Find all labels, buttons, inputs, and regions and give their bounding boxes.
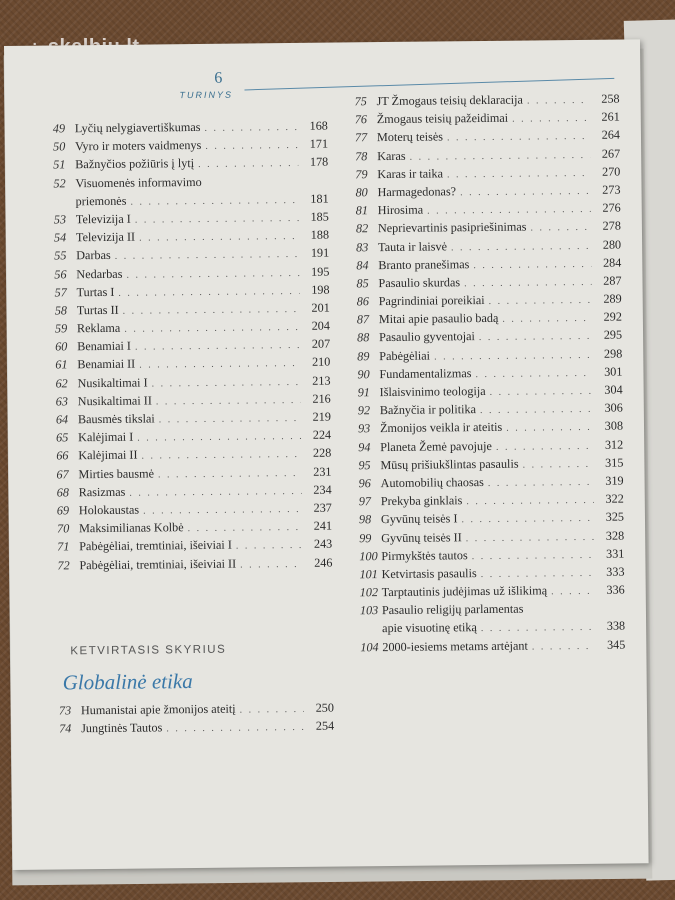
toc-entry-page: 178 <box>309 154 329 170</box>
toc-entry-number: 54 <box>53 230 67 245</box>
dot-leader <box>479 331 592 343</box>
toc-entry-number: 74 <box>59 721 72 736</box>
toc-entry-page: 185 <box>310 209 329 224</box>
header-rule <box>244 78 614 91</box>
toc-entry-page: 195 <box>311 264 330 279</box>
dot-leader <box>204 122 298 134</box>
toc-entry-title: Pirmykštės tautos <box>381 547 468 563</box>
dot-leader <box>466 531 595 543</box>
toc-entry-page: 224 <box>312 427 332 442</box>
contents-page <box>4 39 649 870</box>
toc-entry-number: 96 <box>358 476 371 491</box>
toc-entry-title: Bažnyčia ir politika <box>379 402 477 418</box>
toc-entry-title: Turtas II <box>76 302 119 318</box>
toc-entry[interactable] <box>59 719 334 740</box>
toc-entry-title: Reklama <box>76 320 121 336</box>
toc-entry-title: Branto pranešimas <box>378 256 470 272</box>
toc-entry-title: Harmagedonas? <box>377 184 457 200</box>
toc-entry-number: 92 <box>357 403 371 418</box>
dot-leader <box>240 558 302 570</box>
toc-entry-number: 85 <box>356 276 369 291</box>
toc-entry-page: 345 <box>606 637 626 652</box>
toc-entry-page: 228 <box>312 445 332 461</box>
toc-entry-page: 243 <box>313 536 333 552</box>
toc-entry-number: 97 <box>358 494 372 509</box>
toc-entry-number: 58 <box>54 303 68 318</box>
toc-entry-number: 100 <box>359 548 378 563</box>
toc-entry-title: Nusikaltimai II <box>77 393 152 409</box>
dot-leader <box>434 349 592 362</box>
toc-entry-title: 2000-iesiems metams artėjant <box>382 638 528 654</box>
running-header: TURINYS <box>179 89 234 101</box>
toc-entry-page: 301 <box>604 364 623 379</box>
toc-entry-title: Ketvirtasis pasaulis <box>381 565 477 581</box>
dot-leader <box>137 431 301 444</box>
toc-entry-title: Gyvūnų teisės II <box>381 529 462 545</box>
dot-leader <box>496 440 593 452</box>
toc-entry-title: Maksimilianas Kolbė <box>78 520 184 536</box>
toc-entry-page: 308 <box>604 418 624 434</box>
page-number: 6 <box>214 69 223 87</box>
dot-leader <box>123 304 300 317</box>
toc-entry-page: 171 <box>309 136 329 151</box>
dot-leader <box>130 195 298 208</box>
toc-entry-number: 60 <box>55 339 68 354</box>
toc-entry-page: 231 <box>313 464 332 479</box>
toc-entry-number: 82 <box>355 221 369 236</box>
toc-entry-page: 237 <box>313 500 332 515</box>
dot-leader <box>166 722 304 734</box>
toc-entry-number: 75 <box>354 94 367 109</box>
toc-entry-page: 322 <box>605 491 624 506</box>
toc-entry-title: Kalėjimai I <box>78 429 134 445</box>
dot-leader <box>480 404 593 416</box>
dot-leader <box>502 313 592 325</box>
dot-leader <box>236 540 302 552</box>
toc-entry-title: Rasizmas <box>78 484 126 500</box>
toc-entry-title: Mūsų prišiukšlintas pasaulis <box>380 456 519 472</box>
toc-entry-page: 254 <box>315 718 335 733</box>
dot-leader <box>115 249 300 262</box>
toc-entry-number: 86 <box>356 294 369 309</box>
toc-entry-title: Pabėgėliai <box>379 348 431 363</box>
toc-entry-title: Televizija II <box>75 229 136 245</box>
dot-leader <box>188 522 303 534</box>
dot-leader <box>141 449 301 462</box>
dot-leader <box>410 149 591 162</box>
toc-entry-number: 53 <box>53 212 67 227</box>
toc-entry-title: Planeta Žemė pavojuje <box>380 438 492 454</box>
toc-entry-title: Pasaulio gyventojai <box>379 329 475 345</box>
toc-entry-page: 289 <box>603 291 622 306</box>
toc-entry-number: 69 <box>56 503 70 518</box>
toc-entry-number: 50 <box>52 139 66 154</box>
toc-entry-title: Darbas <box>76 248 111 263</box>
toc-entry-page: 338 <box>606 618 626 634</box>
dot-leader <box>451 240 591 252</box>
toc-entry-number: 76 <box>354 112 368 127</box>
dot-leader <box>461 513 594 525</box>
dot-leader <box>427 204 591 217</box>
toc-entry-page: 333 <box>606 564 625 579</box>
toc-entry-title: Jungtinės Tautos <box>81 720 163 736</box>
toc-entry-number: 49 <box>52 121 66 136</box>
toc-entry-page: 261 <box>601 109 620 124</box>
toc-entry-number: 52 <box>53 175 66 191</box>
toc-entry-number: 65 <box>56 430 69 445</box>
toc-entry-number: 104 <box>360 639 379 654</box>
toc-entry-title: Humanistai apie žmonijos ateitį <box>80 701 236 718</box>
dot-leader <box>489 295 592 307</box>
toc-entry-title: Automobilių chaosas <box>380 474 484 491</box>
toc-entry-number: 77 <box>354 130 368 145</box>
toc-entry-page: 292 <box>603 309 622 324</box>
toc-entry-number: 79 <box>355 166 368 182</box>
toc-entry-page: 234 <box>313 482 332 497</box>
toc-entry-number: 59 <box>54 321 68 336</box>
toc-entry-title: Karas ir taika <box>377 166 444 181</box>
toc-entry-title: Bažnyčios požiūris į lytį <box>75 156 195 172</box>
dot-leader <box>139 231 299 244</box>
dot-leader <box>158 467 302 480</box>
toc-entry-title: JT Žmogaus teisių deklaracija <box>376 92 523 109</box>
toc-entry-number: 90 <box>357 367 370 382</box>
toc-entry-page: 250 <box>315 700 335 715</box>
toc-entry-title: Pagrindiniai poreikiai <box>378 293 485 309</box>
dot-leader <box>460 186 591 198</box>
toc-entry-title: Benamiai II <box>77 357 136 372</box>
dot-leader <box>205 140 298 152</box>
toc-entry-title: Žmogaus teisių pažeidimai <box>376 110 509 127</box>
toc-entry-page: 188 <box>310 227 330 242</box>
toc-entry-title: Vyro ir moters vaidmenys <box>74 138 202 154</box>
toc-entry-page: 325 <box>605 509 625 525</box>
dot-leader <box>475 368 592 380</box>
toc-entry-page: 207 <box>311 336 331 352</box>
toc-entry-page: 213 <box>312 373 331 388</box>
toc-entry-title: Gyvūnų teisės I <box>380 511 458 527</box>
toc-entry-title: Tarptautinis judėjimas už išlikimą <box>381 583 548 600</box>
dot-leader <box>156 395 301 408</box>
toc-entry-page: 258 <box>601 91 620 106</box>
toc-entry-page: 336 <box>606 582 625 597</box>
toc-entry-page: 241 <box>313 518 333 533</box>
toc-entry-number: 102 <box>359 585 379 600</box>
toc-entry-title: Žmonijos veikla ir ateitis <box>379 420 503 436</box>
toc-entry-title: Visuomenės informavimo <box>75 174 202 190</box>
toc-entry-page: 319 <box>605 473 624 488</box>
dot-leader <box>139 358 300 371</box>
dot-leader <box>464 277 592 289</box>
dot-leader <box>488 477 594 489</box>
toc-entry-title: Pabėgėliai, tremtiniai, išeiviai I <box>79 537 232 554</box>
toc-entry-title: Hirosima <box>377 202 424 218</box>
dot-leader <box>126 267 299 280</box>
toc-entry-page: 191 <box>310 245 330 261</box>
toc-entry-page: 264 <box>601 127 621 143</box>
toc-entry-title: Neprievartinis pasipriešinimas <box>377 219 527 236</box>
toc-entry-page: 181 <box>310 191 329 206</box>
toc-entry-number: 81 <box>355 203 369 218</box>
dot-leader <box>506 422 593 434</box>
dot-leader <box>490 386 593 398</box>
toc-entry-page: 331 <box>605 546 625 561</box>
toc-entry-number: 83 <box>356 239 369 254</box>
toc-entry-title: Televizija I <box>75 211 131 227</box>
toc-entry-page: 270 <box>601 164 621 179</box>
toc-entry-number: 80 <box>355 185 368 200</box>
dot-leader <box>472 550 595 562</box>
dot-leader <box>447 131 590 143</box>
chapter-label: KETVIRTASIS SKYRIUS <box>70 643 227 658</box>
dot-leader <box>551 586 595 597</box>
toc-entry-title: Tauta ir laisvė <box>378 238 448 254</box>
toc-entry-number: 99 <box>359 530 372 545</box>
dot-leader <box>152 377 301 390</box>
toc-entry-title: Pabėgėliai, tremtiniai, išeiviai II <box>79 556 237 572</box>
toc-entry-number: 72 <box>57 557 70 572</box>
toc-entry-page: 315 <box>605 455 624 470</box>
toc-entry-page: 201 <box>311 300 330 315</box>
toc-entry-page: 304 <box>604 382 623 397</box>
dot-leader <box>198 158 298 170</box>
chapter-title: Globalinė etika <box>62 669 193 695</box>
toc-entry-number: 64 <box>55 412 69 427</box>
toc-entry-page: 219 <box>312 409 331 424</box>
dot-leader <box>481 622 595 634</box>
dot-leader <box>240 704 304 716</box>
toc-entry-title: Pasaulio religijų parlamentas <box>381 601 524 618</box>
dot-leader <box>530 222 591 234</box>
toc-entry-title: Mitai apie pasaulio badą <box>378 311 499 327</box>
dot-leader <box>143 504 302 517</box>
toc-entry[interactable] <box>360 637 625 658</box>
dot-leader <box>512 113 590 125</box>
toc-entry-page: 198 <box>311 282 330 297</box>
toc-entry-page: 273 <box>602 182 621 197</box>
dot-leader <box>135 340 300 353</box>
toc-entry-title: Pasaulio skurdas <box>378 275 461 290</box>
toc-entry-number: 101 <box>359 566 378 582</box>
toc-entry-page: 204 <box>311 318 331 333</box>
toc-entry-number: 87 <box>356 312 370 327</box>
toc-entry-title: Nusikaltimai I <box>77 375 148 390</box>
toc-entry-number: 68 <box>56 485 69 500</box>
toc-entry-number: 51 <box>53 157 66 172</box>
toc-entry-title: Moterų teisės <box>376 129 444 145</box>
toc-entry-number: 57 <box>54 285 67 300</box>
dot-leader <box>473 259 591 271</box>
toc-entry-line <box>54 191 329 212</box>
toc-entry-page: 328 <box>605 528 625 543</box>
toc-entry-title: Bausmės tikslai <box>77 411 155 427</box>
dot-leader <box>466 495 594 507</box>
toc-entry-page: 280 <box>602 237 622 252</box>
toc-entry-title: Išlaisvinimo teologija <box>379 383 486 400</box>
toc-entry-page: 312 <box>604 437 624 452</box>
toc-right-column <box>355 92 626 659</box>
toc-entry-title: Prekyba ginklais <box>380 493 463 509</box>
toc-entry-page: 287 <box>603 273 622 288</box>
toc-entry[interactable] <box>53 173 328 212</box>
dot-leader <box>481 568 595 580</box>
toc-entry-title: Nedarbas <box>76 266 123 281</box>
dot-leader <box>118 286 299 299</box>
toc-entry-number: 66 <box>56 448 69 463</box>
dot-leader <box>527 95 590 107</box>
toc-entry-title: Benamiai I <box>77 338 132 354</box>
dot-leader <box>129 486 301 499</box>
toc-entry-title-cont: priemonės <box>75 193 127 209</box>
toc-entry-number: 94 <box>358 439 371 454</box>
dot-leader <box>447 168 590 181</box>
toc-entry-page: 284 <box>602 255 622 270</box>
dot-leader <box>124 322 300 335</box>
toc-entry-page: 210 <box>311 355 331 370</box>
dot-leader <box>159 413 301 425</box>
dot-leader <box>135 213 299 226</box>
toc-entry-number: 61 <box>55 357 68 372</box>
toc-entry-number: 56 <box>54 266 67 282</box>
toc-entry-line <box>360 619 625 640</box>
toc-left-column <box>53 119 333 577</box>
toc-entry-number: 93 <box>357 421 371 436</box>
toc-entry-number: 67 <box>56 466 69 482</box>
toc-entry-page: 216 <box>312 391 331 406</box>
toc-entry[interactable] <box>360 601 625 640</box>
toc-entry-page: 267 <box>601 146 621 161</box>
toc-entry-number: 55 <box>54 248 67 263</box>
toc-entry-title-cont: apie visuotinę etiką <box>382 620 477 636</box>
toc-entry[interactable] <box>57 555 332 576</box>
toc-entry-page: 298 <box>603 346 623 361</box>
toc-entry-number: 78 <box>355 148 368 163</box>
toc-entry-number: 84 <box>356 257 369 273</box>
toc-entry-title: Karas <box>377 148 406 163</box>
toc-entry-number: 91 <box>357 385 370 400</box>
toc-entry-number: 98 <box>358 512 372 527</box>
toc-entry-title: Mirties bausmė <box>78 466 155 481</box>
toc-entry-title: Turtas I <box>76 284 115 299</box>
toc-entry-page: 306 <box>604 400 623 415</box>
toc-entry-number: 95 <box>358 457 371 473</box>
toc-entry-page: 246 <box>314 555 333 570</box>
toc-entry-title: Holokaustas <box>78 502 140 518</box>
toc-entry-page: 276 <box>602 200 621 215</box>
toc-entry-number: 62 <box>55 375 68 391</box>
toc-entry-page: 295 <box>603 327 623 343</box>
toc-entry-number: 88 <box>357 330 370 345</box>
toc-entry-number: 89 <box>357 348 370 363</box>
toc-entry-page: 168 <box>309 118 328 133</box>
toc-entry-title: Fundamentalizmas <box>379 365 472 381</box>
toc-entry-title: Lyčių nelygiavertiškumas <box>74 119 201 136</box>
toc-entry-number: 73 <box>58 703 72 718</box>
toc-entry-title: Kalėjimai II <box>78 448 138 463</box>
toc-entry-number: 70 <box>56 521 70 536</box>
toc-entry-number: 103 <box>359 603 379 618</box>
toc-entry-number: 63 <box>55 394 68 409</box>
toc-entry-page: 278 <box>602 218 621 234</box>
dot-leader <box>532 640 596 652</box>
dot-leader <box>522 459 593 471</box>
toc-left-column-chapter4 <box>59 701 334 740</box>
toc-entry-number: 71 <box>57 539 70 554</box>
